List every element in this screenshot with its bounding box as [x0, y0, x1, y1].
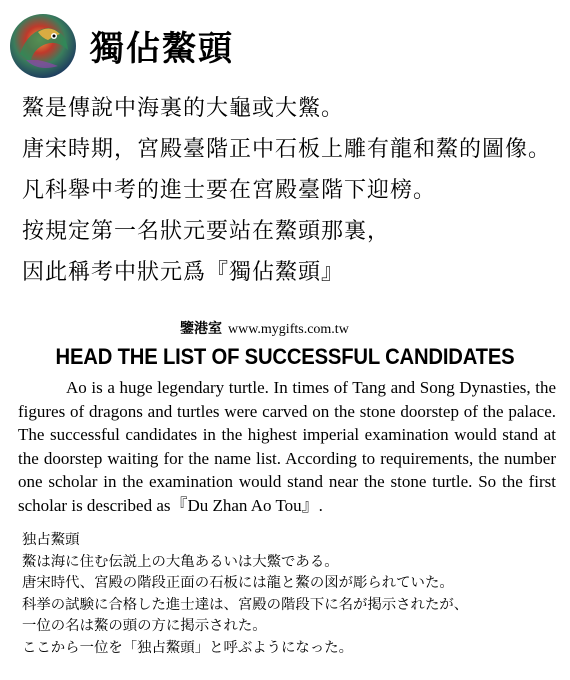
japanese-line: ここから一位を「独占鰲頭」と呼ぶようになった。 [22, 639, 353, 656]
brand-url: www.mygifts.com.tw [228, 322, 349, 337]
japanese-title: 独占鰲頭 [22, 532, 80, 548]
chinese-line: 因此稱考中狀元爲『獨佔鰲頭』 [22, 260, 345, 285]
dragon-turtle-logo [8, 10, 78, 80]
brand-name: 鑒港室 [180, 321, 222, 337]
japanese-line: 科挙の試験に合格した進士達は、宮殿の階段下に名が掲示されたが、 [22, 596, 469, 613]
chinese-title: 獨佔鰲頭 [90, 28, 234, 69]
header [8, 10, 234, 80]
japanese-line: 鰲は海に住む伝説上の大亀あるいは大鱉である。 [22, 553, 339, 570]
brand [180, 318, 349, 338]
chinese-line: 凡科舉中考的進士要在宮殿臺階下迎榜。 [22, 178, 437, 203]
japanese-line: 唐宋時代、宮殿の階段正面の石板には龍と鰲の図が彫られていた。 [22, 575, 454, 591]
chinese-line: 鰲是傳說中海裏的大龜或大鱉。 [22, 96, 345, 121]
chinese-text [22, 88, 562, 293]
chinese-line: 按規定第一名狀元要站在鰲頭那裏， [22, 219, 391, 244]
japanese-text [22, 530, 562, 659]
english-paragraph: Ao is a huge legendary turtle. In times of Tang and Song Dynasties, the figures of dragons and turtles were carved on the stone doorstep of the palace. The successful candidates in the highest imperial examination would stand at the doorstep waiting for the name list. According to requirements, the number one scholar in the examination would stand near the stone turtle. So the first scholar is described as『Du Zhan Ao Tou』. [18, 378, 556, 515]
english-title: HEAD THE LIST OF SUCCESSFUL CANDIDATES [55, 344, 515, 369]
japanese-line: 一位の名は鰲の頭の方に掲示された。 [22, 618, 267, 634]
english-text [18, 376, 556, 517]
chinese-line: 唐宋時期，宮殿臺階正中石板上雕有龍和鰲的圖像。 [22, 137, 552, 162]
